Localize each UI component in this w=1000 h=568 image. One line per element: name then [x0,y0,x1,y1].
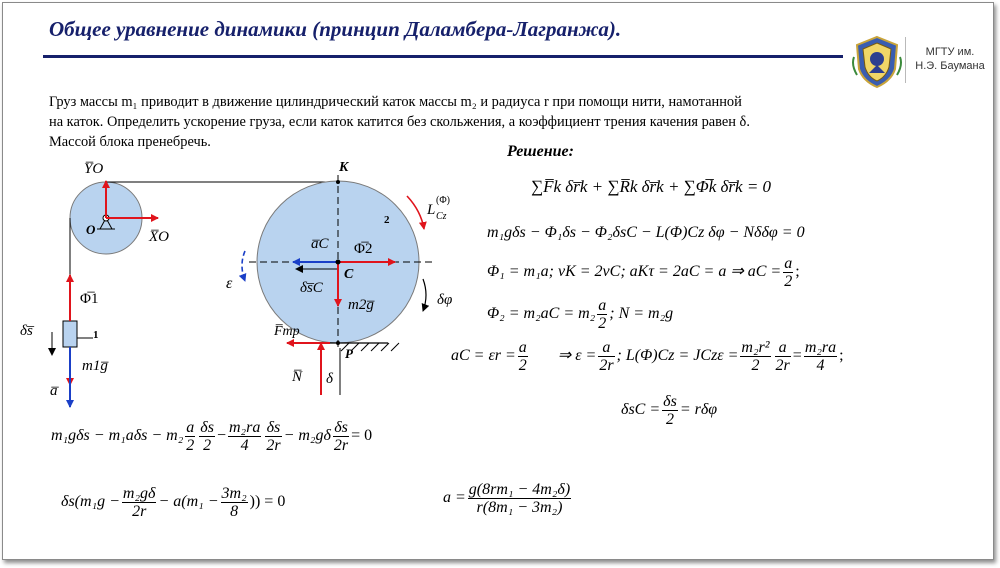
eq5-c-num: m₂r² [741,339,770,356]
label-ds: δs̅ [20,323,33,339]
eq7-f1 [185,419,195,454]
label-dphi: δφ [437,292,453,308]
eq8-f1 [122,485,157,520]
eq4-den: 2 [598,315,607,332]
university-name [913,45,987,73]
point-P [336,341,340,345]
slide [2,2,994,560]
eq3-left: Φ₁ = m₁a; vK = 2vC; aKτ = 2aC = a ⇒ aC = [487,263,782,281]
equation-answer [443,481,573,516]
eq5-d-num: a [775,339,791,357]
title-underline [43,55,843,58]
eq5-b: ⇒ ε = [557,347,597,365]
label-L-sub: Cz [436,211,447,222]
solution-heading: Решение: [507,143,574,160]
eq5-b-fraction [598,339,614,374]
eq5-e-fraction [804,339,837,374]
eq9-den: r(8m₁ − 3m₂) [476,499,563,516]
label-m2g: m2g̅ [348,297,374,313]
eq6-den: 2 [665,411,674,428]
eq7-f1-num: a [186,419,195,436]
eq3-num: a [784,255,793,272]
eq5-end: ; [839,347,844,365]
eq5-a-den: 2 [518,357,527,374]
eq7-f2 [199,419,215,454]
eq8-f1-num: m₂gδ [122,485,156,502]
eq5-a: aC = εr = [451,347,516,365]
slide-title: Общее уравнение динамики (принцип Даламбера-Лагранжа). [49,17,622,41]
equation-general: ∑F̅k δr̅k + ∑R̅k δr̅k + ∑Φ̅k δr̅k = 0 [531,177,772,196]
eq5-d-fraction [775,339,791,374]
equation-virtual-work: m₁gδs − Φ₁δs − Φ₂δsC − L(Φ)Cz δφ − Nδδφ = 0 [487,224,805,241]
label-K: K [339,160,349,175]
university-name-line2: Н.Э. Баумана [915,60,985,72]
eq7-f4-num: δs [266,419,281,436]
label-delta: δ [326,371,333,387]
problem-statement: Груз массы m₁ приводит в движение цилиндрический каток массы m₂ и радиуса r при помощи нити, намотанной на каток. Определить ускорение груза, если каток катится без скольжения, а коэффициент трения качения равен δ. Массой блока пренебречь. [49,94,750,150]
eq7-f3-num: m₂ra [228,419,261,436]
university-name-line1: МГТУ им. [925,46,975,58]
point-K [336,180,340,184]
point-C [336,260,341,265]
eq5-d-den: 2r [775,357,790,374]
label-Ftr: F̅тр [274,324,300,339]
eq5-a-num: a [518,339,527,356]
eq5-c-fraction [740,339,770,374]
epsilon-arrow [242,251,245,281]
equation-kinematics [487,255,800,290]
label-1: 1 [93,329,99,341]
label-eps: ε [226,275,233,292]
load-1 [63,321,77,347]
label-Y: Y̅O [84,161,104,177]
label-2: 2 [384,214,390,226]
eq7-f5 [333,419,349,454]
eq6-fraction [662,393,678,428]
university-logo [851,35,903,89]
eq4-num: a [598,297,607,314]
eq4-fraction [597,297,607,332]
equation-angular [451,339,844,374]
eq7-a: m₁gδs − m₁aδs − m₂ [51,427,184,445]
eq8-f1-den: 2r [132,503,147,520]
eq8-c: )) = 0 [249,493,286,511]
label-O: O [86,222,96,237]
eq9-fraction [468,481,571,516]
eq5-b-num: a [598,339,614,357]
eq7-d: = 0 [351,427,373,445]
eq5-e-den: 4 [816,357,825,374]
eq9-left: a = [443,489,466,507]
label-a: a̅ [50,383,58,399]
eq7-f2-den: 2 [203,437,212,454]
eq7-f4 [265,419,281,454]
equation-dsC [621,393,717,428]
mechanism-diagram [3,153,473,423]
eq3-den: 2 [784,273,793,290]
eq5-a-fraction [518,339,528,374]
eq8-f2-den: 8 [230,503,239,520]
label-Phi2: Φ̅2 [354,241,373,257]
equation-factored [61,485,285,520]
eq8-b: − a(m₁ − [158,493,219,511]
eq6-num: δs [663,393,677,410]
label-m1g: m1g̅ [82,358,108,374]
eq8-a: δs(m₁g − [61,493,120,511]
eq5-e-num: m₂ra [804,339,837,356]
logo-divider [905,37,906,83]
label-dsC: δs̅C [300,280,323,296]
eq7-f5-den: 2r [333,437,349,454]
eq7-f2-num: δs [200,419,214,436]
eq4-left: Φ₂ = m₂aC = m₂ [487,305,596,323]
eq7-f3-den: 4 [240,437,249,454]
eq5-c-den: 2 [751,357,760,374]
label-N: N̅ [292,369,303,385]
label-P: P [345,346,353,361]
eq7-f4-den: 2r [266,437,281,454]
dphi-arrow [423,279,426,311]
eq4-right: ; N = m₂g [609,305,674,323]
label-L-sup: (Φ) [436,195,450,206]
eq7-f5-num: δs [334,419,348,436]
equation-substituted [51,419,372,454]
eq5-b-den: 2r [599,357,614,374]
eq5-c: ; L(Φ)Cz = JCzε = [616,347,739,365]
label-Phi1: Φ̅1 [80,291,99,307]
eq8-f2-num: 3m₂ [221,485,247,502]
eq3-fraction [783,255,793,290]
eq3-end: ; [795,263,800,281]
label-X: X̅O [149,229,169,245]
label-C: C [344,267,354,282]
equation-phi2 [487,297,673,332]
eq7-c: − m₂gδ [283,427,331,445]
eq5-e: = [792,347,802,365]
eq7-b: − [216,427,226,445]
eq8-f2 [221,485,248,520]
eq7-f1-den: 2 [186,437,195,454]
label-aC: a̅C [311,236,329,252]
label-L: L [427,202,436,218]
eq7-f3 [228,419,261,454]
eq6-left: δsC = [621,401,661,419]
eq9-num: g(8rm₁ − 4m₂δ) [468,481,571,498]
eq6-right: = rδφ [679,401,718,419]
